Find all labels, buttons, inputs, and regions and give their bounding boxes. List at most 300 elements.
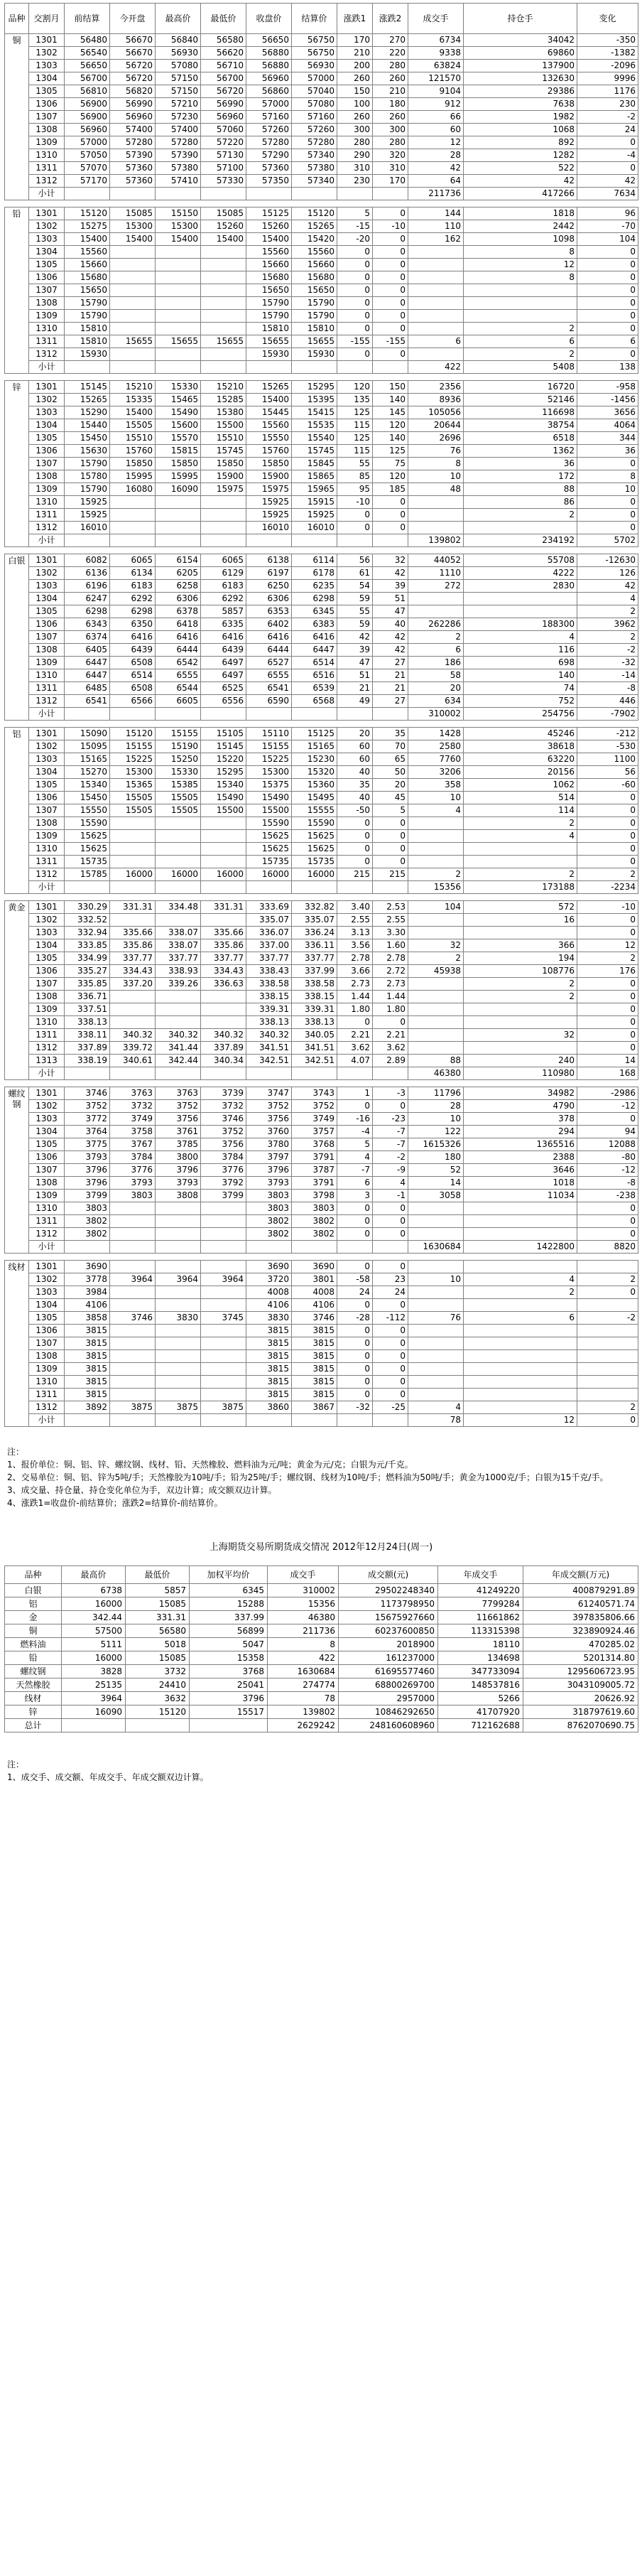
table-cell: 38754 (464, 419, 577, 432)
table-cell (65, 708, 110, 721)
table-row (5, 406, 638, 419)
table-cell: 40 (337, 792, 373, 804)
table-row (5, 1100, 638, 1113)
table-cell: -20 (337, 233, 373, 246)
table-cell: 6418 (156, 618, 201, 631)
table-cell: 42 (373, 567, 408, 580)
table-cell (201, 843, 246, 856)
table-cell: 3793 (65, 1151, 110, 1164)
table-cell: 3815 (246, 1363, 292, 1376)
table-cell: 15505 (110, 419, 156, 432)
table-cell: 0 (337, 856, 373, 868)
table-cell: 1303 (29, 753, 65, 766)
table-cell: 3.66 (337, 965, 373, 978)
table-cell: -2 (577, 1312, 638, 1325)
table-cell: 3803 (65, 1202, 110, 1215)
table-cell: 15120 (292, 208, 337, 220)
table-cell: 0 (337, 1363, 373, 1376)
summary-cell: 3768 (190, 1665, 268, 1678)
table-cell: 16010 (292, 522, 337, 534)
table-cell: 0 (577, 1029, 638, 1042)
table-cell: 51 (373, 593, 408, 605)
table-cell: 1305 (29, 952, 65, 965)
table-cell: 28 (408, 149, 464, 162)
summary-header-volume: 成交手 (268, 1566, 339, 1584)
table-cell: 6235 (292, 580, 337, 593)
table-cell: -212 (577, 728, 638, 740)
table-cell: 3815 (65, 1325, 110, 1337)
table-cell: 3690 (65, 1261, 110, 1273)
table-cell: 15340 (201, 779, 246, 792)
table-cell (201, 1337, 246, 1350)
table-cell: 45938 (408, 965, 464, 978)
table-cell: -12 (577, 1100, 638, 1113)
table-row (5, 136, 638, 149)
table-cell: 3787 (292, 1164, 337, 1177)
table-row (5, 1261, 638, 1273)
table-cell: 338.43 (246, 965, 292, 978)
table-cell: 332.52 (65, 914, 110, 927)
table-cell: 57360 (110, 162, 156, 175)
table-cell: 0 (337, 297, 373, 310)
table-cell: 1068 (464, 124, 577, 136)
table-cell: 1311 (29, 1389, 65, 1401)
table-cell: 15120 (110, 728, 156, 740)
table-cell: 337.99 (292, 965, 337, 978)
summary-cell: 15288 (190, 1597, 268, 1611)
table-cell: 42 (408, 162, 464, 175)
table-cell: 15356 (408, 881, 464, 894)
table-cell: 1309 (29, 830, 65, 843)
table-cell: 3860 (246, 1401, 292, 1414)
table-cell: 3799 (65, 1190, 110, 1202)
table-cell: 310 (373, 162, 408, 175)
table-cell: 104 (408, 901, 464, 914)
table-cell: 10 (577, 483, 638, 496)
table-cell: 6514 (110, 669, 156, 682)
table-cell (201, 496, 246, 509)
table-cell: 6197 (246, 567, 292, 580)
table-cell: 4790 (464, 1100, 577, 1113)
table-cell (408, 991, 464, 1003)
table-row (5, 868, 638, 881)
table-cell: 15625 (65, 843, 110, 856)
summary-cell: 燃料油 (5, 1638, 62, 1651)
table-cell: 1308 (29, 644, 65, 657)
summary-cell: 15358 (190, 1651, 268, 1665)
summary-cell: 56580 (126, 1624, 190, 1638)
table-cell: 335.07 (292, 914, 337, 927)
table-cell (464, 1337, 577, 1350)
table-cell: 1303 (29, 1286, 65, 1299)
table-cell: 20644 (408, 419, 464, 432)
table-cell: 15265 (292, 220, 337, 233)
table-cell: 0 (337, 1215, 373, 1228)
table-cell (464, 1003, 577, 1016)
table-cell: 15850 (110, 458, 156, 470)
table-cell: 15320 (292, 766, 337, 779)
table-cell: 15590 (246, 817, 292, 830)
table-cell: 3815 (292, 1376, 337, 1389)
table-cell: 21 (373, 669, 408, 682)
table-cell: 1422800 (464, 1241, 577, 1254)
table-cell: 6497 (201, 657, 246, 669)
summary-cell: 41707920 (438, 1705, 523, 1719)
table-cell: 0 (577, 246, 638, 259)
table-cell (156, 1286, 201, 1299)
table-cell (110, 830, 156, 843)
table-cell (408, 1228, 464, 1241)
table-cell (246, 1067, 292, 1080)
table-cell: 0 (577, 496, 638, 509)
table-cell: 1306 (29, 445, 65, 458)
table-cell: 15810 (65, 335, 110, 348)
table-cell: 57360 (110, 175, 156, 188)
table-cell (156, 271, 201, 284)
table-cell: -8 (577, 682, 638, 695)
table-cell: 15900 (201, 470, 246, 483)
table-cell (110, 310, 156, 323)
table-cell: 1304 (29, 1126, 65, 1138)
table-cell (201, 348, 246, 361)
table-row (5, 1273, 638, 1286)
table-cell: 6485 (65, 682, 110, 695)
table-cell: 38618 (464, 740, 577, 753)
table-cell: 1306 (29, 98, 65, 111)
summary-cell: 1173798950 (339, 1597, 438, 1611)
table-cell (408, 1350, 464, 1363)
table-cell: 210 (373, 85, 408, 98)
table-cell: 1312 (29, 1042, 65, 1055)
table-cell: 15505 (110, 804, 156, 817)
table-cell: 3799 (201, 1190, 246, 1202)
table-cell: 337.51 (65, 1003, 110, 1016)
table-cell: 110980 (464, 1067, 577, 1080)
table-cell: 260 (373, 72, 408, 85)
table-cell: 15550 (246, 432, 292, 445)
table-cell: 15270 (65, 766, 110, 779)
table-cell: -3 (373, 1087, 408, 1100)
table-cell (408, 271, 464, 284)
table-cell: 1308 (29, 1350, 65, 1363)
table-cell (373, 361, 408, 374)
table-cell (408, 1376, 464, 1389)
table-cell: 96 (577, 208, 638, 220)
summary-row (5, 1611, 638, 1624)
table-row (5, 927, 638, 939)
table-cell: 6541 (246, 682, 292, 695)
table-cell: 15590 (292, 817, 337, 830)
table-cell: 6542 (156, 657, 201, 669)
table-cell: 3815 (292, 1350, 337, 1363)
summary-cell: 61695577460 (339, 1665, 438, 1678)
table-cell (110, 188, 156, 200)
table-cell (110, 1261, 156, 1273)
table-cell: 57360 (246, 162, 292, 175)
table-cell: 15220 (201, 753, 246, 766)
table-cell: 9338 (408, 47, 464, 60)
table-cell: 小计 (29, 1241, 65, 1254)
table-cell (110, 284, 156, 297)
table-cell: 6065 (201, 554, 246, 567)
table-cell: 0 (373, 1299, 408, 1312)
table-cell: 1309 (29, 1003, 65, 1016)
table-cell: 892 (464, 136, 577, 149)
table-cell: 294 (464, 1126, 577, 1138)
table-cell: 3793 (246, 1177, 292, 1190)
table-cell: 6568 (292, 695, 337, 708)
table-row (5, 991, 638, 1003)
table-cell: 5702 (577, 534, 638, 547)
table-cell: 60 (337, 740, 373, 753)
table-cell: 15500 (246, 804, 292, 817)
table-cell (110, 522, 156, 534)
table-cell: 3830 (246, 1312, 292, 1325)
table-cell: 15760 (110, 445, 156, 458)
table-cell: 74 (464, 682, 577, 695)
table-cell: 50 (373, 766, 408, 779)
table-cell: 0 (577, 914, 638, 927)
table-cell: 1062 (464, 779, 577, 792)
header-change1: 涨跌1 (337, 4, 373, 34)
table-cell: 27 (373, 657, 408, 669)
table-cell: 0 (373, 843, 408, 856)
table-row (5, 728, 638, 740)
summary-cell: 3732 (126, 1665, 190, 1678)
table-cell (156, 1414, 201, 1427)
table-cell (408, 1299, 464, 1312)
table-cell: 15655 (156, 335, 201, 348)
table-cell: 6527 (246, 657, 292, 669)
table-cell (464, 1401, 577, 1414)
table-cell: 0 (373, 1363, 408, 1376)
table-cell: 335.66 (110, 927, 156, 939)
table-cell (110, 1202, 156, 1215)
table-cell: 0 (577, 348, 638, 361)
table-cell: 57220 (201, 136, 246, 149)
table-cell: 446 (577, 695, 638, 708)
table-cell: 1312 (29, 1401, 65, 1414)
table-cell (408, 1042, 464, 1055)
table-cell: 5408 (464, 361, 577, 374)
table-cell: 11034 (464, 1190, 577, 1202)
table-cell: -2 (577, 644, 638, 657)
table-row (5, 111, 638, 124)
table-cell: 56580 (201, 34, 246, 47)
table-cell: 337.77 (156, 952, 201, 965)
table-cell: 75 (373, 458, 408, 470)
table-cell: 340.32 (110, 1029, 156, 1042)
table-cell (201, 1376, 246, 1389)
table-cell: 小计 (29, 708, 65, 721)
separator-cell (5, 374, 638, 381)
table-cell: 338.13 (246, 1016, 292, 1029)
table-row (5, 47, 638, 60)
table-cell: 0 (373, 271, 408, 284)
table-cell: 3756 (246, 1113, 292, 1126)
table-cell: 0 (337, 1389, 373, 1401)
table-cell (201, 1389, 246, 1401)
table-row (5, 952, 638, 965)
table-row (5, 1016, 638, 1029)
table-cell: 1302 (29, 220, 65, 233)
table-cell (201, 1228, 246, 1241)
summary-cell: 41249220 (438, 1584, 523, 1597)
table-cell: 3802 (246, 1228, 292, 1241)
table-row (5, 1113, 638, 1126)
table-cell: -2986 (577, 1087, 638, 1100)
table-cell: 1304 (29, 1299, 65, 1312)
table-cell: 120 (337, 381, 373, 394)
summary-cell: 57500 (62, 1624, 126, 1638)
table-cell: 1301 (29, 728, 65, 740)
table-cell: -1382 (577, 47, 638, 60)
table-cell (464, 1299, 577, 1312)
table-cell: 2580 (408, 740, 464, 753)
table-cell: 6306 (246, 593, 292, 605)
table-cell: 188300 (464, 618, 577, 631)
summary-cell: 20626.92 (523, 1692, 638, 1705)
table-cell: 1305 (29, 1312, 65, 1325)
table-cell: 21 (337, 682, 373, 695)
table-cell: 334.43 (110, 965, 156, 978)
table-row (5, 1164, 638, 1177)
table-row (5, 1376, 638, 1389)
header-open-interest: 持仓手 (464, 4, 577, 34)
product-name: 铜 (5, 34, 29, 200)
table-cell: 42 (337, 631, 373, 644)
table-cell: 15815 (156, 445, 201, 458)
table-cell: 126 (577, 567, 638, 580)
table-cell: 56960 (110, 111, 156, 124)
table-cell: 338.58 (246, 978, 292, 991)
table-cell: 3761 (156, 1126, 201, 1138)
table-cell: 1308 (29, 817, 65, 830)
table-cell: 0 (337, 1202, 373, 1215)
table-cell: -10 (337, 496, 373, 509)
table-cell: 366 (464, 939, 577, 952)
table-cell: 1309 (29, 657, 65, 669)
table-row (5, 175, 638, 188)
table-cell: 1302 (29, 567, 65, 580)
table-cell: 3815 (292, 1337, 337, 1350)
table-cell: 1303 (29, 406, 65, 419)
table-cell: -32 (577, 657, 638, 669)
table-cell: 338.13 (292, 1016, 337, 1029)
table-cell (201, 1363, 246, 1376)
table-cell: 42 (464, 175, 577, 188)
table-cell: 3776 (110, 1164, 156, 1177)
table-cell: 1615326 (408, 1138, 464, 1151)
table-cell: 338.19 (65, 1055, 110, 1067)
table-cell: 145 (373, 406, 408, 419)
table-cell: 15930 (246, 348, 292, 361)
table-cell: 15850 (156, 458, 201, 470)
table-cell: 341.44 (156, 1042, 201, 1055)
table-cell: 6343 (65, 618, 110, 631)
table-cell: 78 (408, 1414, 464, 1427)
table-cell: 1311 (29, 856, 65, 868)
table-cell: 15790 (65, 483, 110, 496)
table-cell: 12 (577, 939, 638, 952)
table-cell: 15850 (246, 458, 292, 470)
table-cell: 20 (337, 728, 373, 740)
table-cell (156, 1299, 201, 1312)
table-cell: 185 (373, 483, 408, 496)
table-cell: 56750 (292, 47, 337, 60)
table-cell (201, 991, 246, 1003)
table-cell: 2 (464, 1286, 577, 1299)
table-cell: 15625 (246, 830, 292, 843)
summary-row (5, 1584, 638, 1597)
table-cell: 56840 (156, 34, 201, 47)
header-prev-settle: 前结算 (65, 4, 110, 34)
table-cell (201, 361, 246, 374)
table-row (5, 458, 638, 470)
table-row (5, 1299, 638, 1312)
table-cell: 7638 (464, 98, 577, 111)
table-cell: 2 (577, 631, 638, 644)
table-cell: 6 (464, 1312, 577, 1325)
table-cell: 57080 (156, 60, 201, 72)
table-cell: 260 (337, 111, 373, 124)
table-cell: 15505 (110, 792, 156, 804)
table-cell: 56540 (65, 47, 110, 60)
table-cell: 333.85 (65, 939, 110, 952)
table-cell (201, 323, 246, 335)
table-cell: 15300 (246, 766, 292, 779)
table-cell: 2 (464, 509, 577, 522)
table-cell: 3875 (201, 1401, 246, 1414)
summary-cell: 347733094 (438, 1665, 523, 1678)
table-cell: -12 (577, 1164, 638, 1177)
table-cell: 57260 (246, 124, 292, 136)
table-row (5, 631, 638, 644)
table-cell (201, 188, 246, 200)
table-cell: 15965 (292, 483, 337, 496)
table-cell: 0 (373, 1215, 408, 1228)
table-cell (577, 1299, 638, 1312)
table-row (5, 618, 638, 631)
table-cell: 6402 (246, 618, 292, 631)
table-cell: 331.31 (201, 901, 246, 914)
note-line: 4、涨跌1=收盘价-前结算价；涨跌2=结算价-前结算价。 (7, 1498, 223, 1508)
table-cell: 57160 (292, 111, 337, 124)
table-cell: 8 (464, 271, 577, 284)
table-cell: 57410 (156, 175, 201, 188)
table-cell: 6258 (156, 580, 201, 593)
table-cell: 210 (337, 47, 373, 60)
table-cell: 15445 (246, 406, 292, 419)
table-cell (156, 361, 201, 374)
table-cell: 4 (337, 1151, 373, 1164)
table-cell: 88 (464, 483, 577, 496)
table-cell: 3.62 (373, 1042, 408, 1055)
table-cell: 57150 (156, 72, 201, 85)
table-cell: 15735 (65, 856, 110, 868)
summary-cell: 211736 (268, 1624, 339, 1638)
table-cell: 1312 (29, 175, 65, 188)
summary-cell: 线材 (5, 1692, 62, 1705)
table-cell: 15655 (246, 335, 292, 348)
table-cell: 12 (464, 1414, 577, 1427)
table-cell (373, 881, 408, 894)
table-cell: 0 (577, 792, 638, 804)
table-cell: 15090 (65, 728, 110, 740)
table-cell: 1313 (29, 1055, 65, 1067)
summary-cell: 铝 (5, 1597, 62, 1611)
table-cell: 338.15 (246, 991, 292, 1003)
